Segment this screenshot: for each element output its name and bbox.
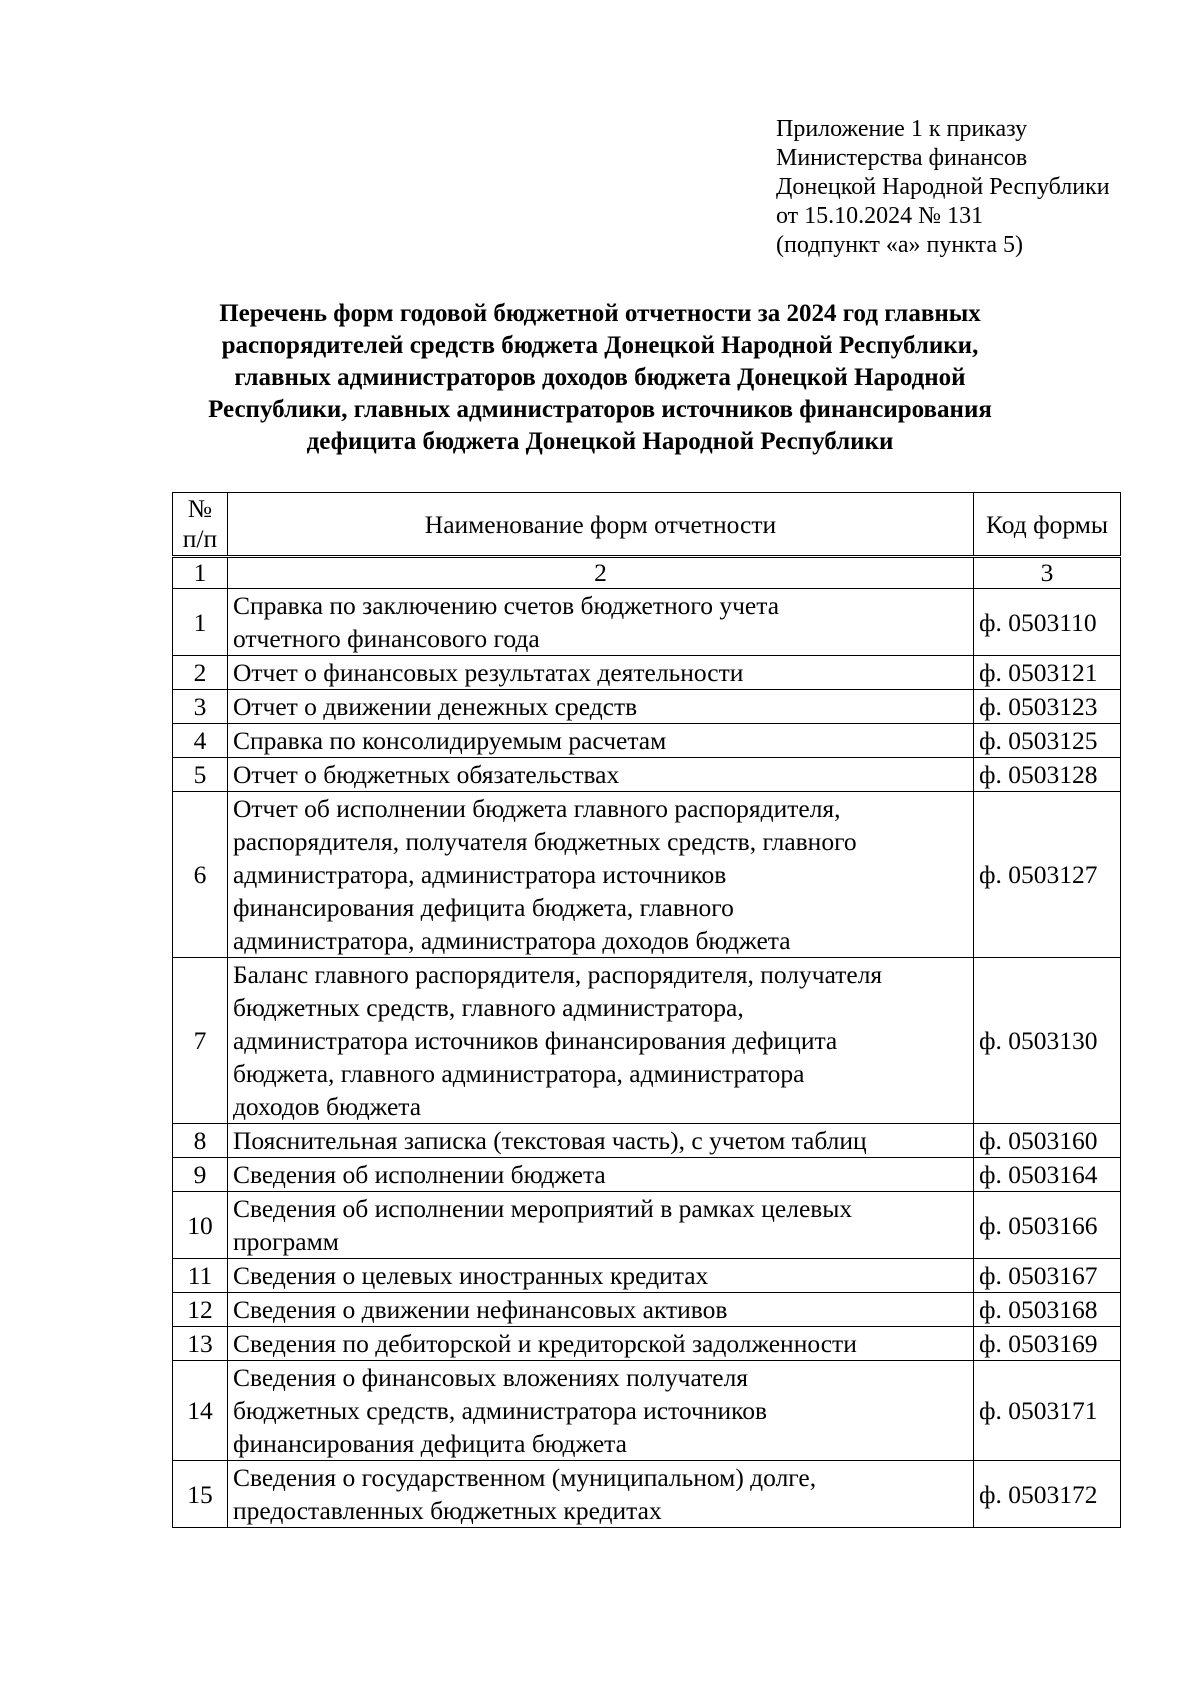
form-name bbox=[227, 1361, 973, 1461]
form-name-line: Сведения об исполнении бюджета bbox=[232, 1160, 606, 1189]
form-name-line: Отчет о движении денежных средств bbox=[232, 692, 638, 721]
form-name bbox=[227, 1327, 973, 1361]
form-name-line: администратора, администратора доходов бюджета bbox=[232, 926, 791, 955]
form-code: ф. 0503110 bbox=[974, 589, 1121, 656]
table-row bbox=[173, 690, 1121, 724]
table-row bbox=[173, 958, 1121, 1124]
row-number: 3 bbox=[173, 690, 228, 724]
form-name-line: Отчет о финансовых результатах деятельности bbox=[232, 658, 744, 687]
form-name-line: Отчет об исполнении бюджета главного распорядителя, bbox=[232, 794, 841, 823]
row-number: 10 bbox=[173, 1192, 228, 1259]
document-title bbox=[150, 298, 1050, 458]
row-number: 5 bbox=[173, 758, 228, 792]
form-name bbox=[227, 1461, 973, 1528]
form-name-line: Сведения о государственном (муниципальном) долге, bbox=[232, 1463, 817, 1492]
column-numbers-row bbox=[173, 557, 1121, 589]
form-name bbox=[227, 1259, 973, 1293]
form-code: ф. 0503125 bbox=[974, 724, 1121, 758]
form-name-line: отчетного финансового года bbox=[232, 624, 540, 653]
form-code: ф. 0503169 bbox=[974, 1327, 1121, 1361]
row-number: 12 bbox=[173, 1293, 228, 1327]
row-number: 15 bbox=[173, 1461, 228, 1528]
table-row bbox=[173, 656, 1121, 690]
title-line: главных администраторов доходов бюджета Донецкой Народной bbox=[234, 364, 966, 391]
form-name-line: администратора, администратора источников bbox=[232, 860, 727, 889]
form-name-line: бюджетных средств, главного администратора, bbox=[232, 993, 744, 1022]
form-code: ф. 0503171 bbox=[974, 1361, 1121, 1461]
header-number bbox=[173, 493, 228, 557]
form-code: ф. 0503167 bbox=[974, 1259, 1121, 1293]
form-name bbox=[227, 589, 973, 656]
title-line: дефицита бюджета Донецкой Народной Республики bbox=[306, 428, 894, 455]
form-name-line: финансирования дефицита бюджета, главного bbox=[232, 893, 734, 922]
form-name bbox=[227, 1293, 973, 1327]
row-number: 4 bbox=[173, 724, 228, 758]
form-name-line: Сведения по дебиторской и кредиторской задолженности bbox=[232, 1329, 857, 1358]
appendix-line: Приложение 1 к приказу bbox=[776, 116, 1028, 142]
header-form-code: Код формы bbox=[974, 493, 1121, 557]
form-name-line: Баланс главного распорядителя, распорядителя, получателя bbox=[232, 960, 883, 989]
table-row bbox=[173, 758, 1121, 792]
forms-table-body bbox=[173, 493, 1121, 1528]
form-code: ф. 0503172 bbox=[974, 1461, 1121, 1528]
form-name-line: бюджетных средств, администратора источников bbox=[232, 1396, 767, 1425]
form-name-line: доходов бюджета bbox=[232, 1092, 422, 1121]
form-name-line: бюджета, главного администратора, администратора bbox=[232, 1059, 805, 1088]
form-name bbox=[227, 1124, 973, 1158]
column-number: 3 bbox=[974, 557, 1121, 589]
form-code: ф. 0503168 bbox=[974, 1293, 1121, 1327]
header-number-line2: п/п bbox=[182, 524, 218, 553]
form-name-line: Справка по заключению счетов бюджетного учета bbox=[232, 591, 780, 620]
form-name-line: финансирования дефицита бюджета bbox=[232, 1429, 627, 1458]
row-number: 1 bbox=[173, 589, 228, 656]
form-code: ф. 0503128 bbox=[974, 758, 1121, 792]
table-row bbox=[173, 1124, 1121, 1158]
row-number: 13 bbox=[173, 1327, 228, 1361]
form-name-line: распорядителя, получателя бюджетных средств, главного bbox=[232, 827, 857, 856]
form-code: ф. 0503130 bbox=[974, 958, 1121, 1124]
form-name-line: Сведения о целевых иностранных кредитах bbox=[232, 1261, 709, 1290]
row-number: 9 bbox=[173, 1158, 228, 1192]
form-name-line: Сведения о движении нефинансовых активов bbox=[232, 1295, 728, 1324]
form-name-line: программ bbox=[232, 1227, 339, 1256]
table-row bbox=[173, 1293, 1121, 1327]
appendix-line: Министерства финансов bbox=[776, 145, 1028, 171]
form-name-line: предоставленных бюджетных кредитах bbox=[232, 1496, 662, 1525]
row-number: 8 bbox=[173, 1124, 228, 1158]
table-row bbox=[173, 792, 1121, 958]
row-number: 6 bbox=[173, 792, 228, 958]
form-code: ф. 0503121 bbox=[974, 656, 1121, 690]
form-code: ф. 0503164 bbox=[974, 1158, 1121, 1192]
appendix-header bbox=[776, 115, 1110, 260]
table-row bbox=[173, 1158, 1121, 1192]
form-name-line: Пояснительная записка (текстовая часть), с учетом таблиц bbox=[232, 1126, 867, 1155]
form-name bbox=[227, 758, 973, 792]
form-name bbox=[227, 792, 973, 958]
title-line: Республики, главных администраторов источников финансирования bbox=[208, 396, 992, 423]
form-name bbox=[227, 724, 973, 758]
form-name-line: Отчет о бюджетных обязательствах bbox=[232, 760, 620, 789]
header-form-name: Наименование форм отчетности bbox=[227, 493, 973, 557]
table-header-row bbox=[173, 493, 1121, 557]
table-row bbox=[173, 1461, 1121, 1528]
form-name-line: Справка по консолидируемым расчетам bbox=[232, 726, 667, 755]
row-number: 11 bbox=[173, 1259, 228, 1293]
form-name-line: Сведения о финансовых вложениях получателя bbox=[232, 1363, 749, 1392]
table-row bbox=[173, 724, 1121, 758]
header-number-line1: № bbox=[187, 494, 213, 523]
form-code: ф. 0503127 bbox=[974, 792, 1121, 958]
table-row bbox=[173, 1327, 1121, 1361]
form-name bbox=[227, 958, 973, 1124]
form-code: ф. 0503160 bbox=[974, 1124, 1121, 1158]
column-number: 2 bbox=[227, 557, 973, 589]
appendix-line: (подпункт «а» пункта 5) bbox=[776, 232, 1023, 258]
table-row bbox=[173, 589, 1121, 656]
form-name-line: Сведения об исполнении мероприятий в рамках целевых bbox=[232, 1194, 853, 1223]
row-number: 2 bbox=[173, 656, 228, 690]
form-name bbox=[227, 1192, 973, 1259]
table-row bbox=[173, 1192, 1121, 1259]
table-row bbox=[173, 1259, 1121, 1293]
form-name-line: администратора источников финансирования дефицита bbox=[232, 1026, 838, 1055]
column-number: 1 bbox=[173, 557, 228, 589]
form-name bbox=[227, 656, 973, 690]
table-row bbox=[173, 1361, 1121, 1461]
forms-table bbox=[172, 492, 1121, 1528]
appendix-line: Донецкой Народной Республики bbox=[776, 174, 1110, 200]
form-name bbox=[227, 1158, 973, 1192]
row-number: 7 bbox=[173, 958, 228, 1124]
row-number: 14 bbox=[173, 1361, 228, 1461]
form-code: ф. 0503123 bbox=[974, 690, 1121, 724]
form-code: ф. 0503166 bbox=[974, 1192, 1121, 1259]
title-line: распорядителей средств бюджета Донецкой Народной Республики, bbox=[221, 332, 979, 359]
form-name bbox=[227, 690, 973, 724]
appendix-line: от 15.10.2024 № 131 bbox=[776, 203, 984, 229]
title-line: Перечень форм годовой бюджетной отчетности за 2024 год главных bbox=[219, 300, 981, 327]
